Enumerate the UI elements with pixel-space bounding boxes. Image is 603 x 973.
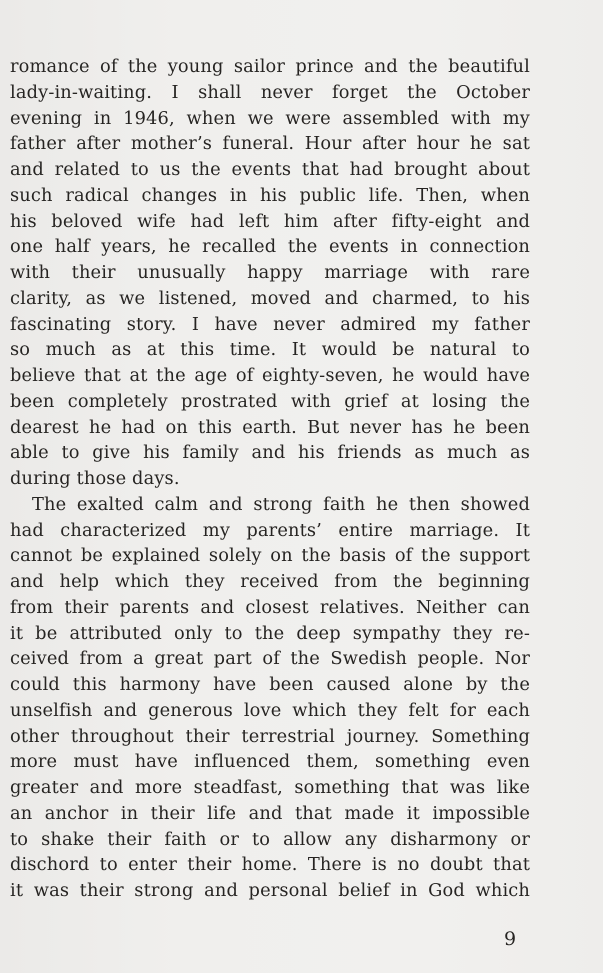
text-line: evening in 1946, when we were assembled with my bbox=[10, 107, 530, 129]
text-line: dischord to enter their home. There is no doubt that bbox=[10, 854, 530, 876]
text-line: could this harmony have been caused alone by the bbox=[10, 674, 530, 695]
text-line: had characterized my parents’ entire marriage. It bbox=[10, 519, 530, 541]
text-line: lady-in-waiting. I shall never forget the October bbox=[10, 81, 530, 103]
text-line: dearest he had on this earth. But never has he been bbox=[10, 416, 530, 438]
text-line: father after mother’s funeral. Hour after hour he sat bbox=[10, 133, 530, 155]
text-line: been completely prostrated with grief at losing the bbox=[10, 390, 530, 412]
text-line: and help which they received from the beginning bbox=[10, 571, 530, 592]
text-line: an anchor in their life and that made it impossible bbox=[10, 802, 530, 824]
text-line: his beloved wife had left him after fifty-eight and bbox=[10, 210, 530, 232]
text-line: able to give his family and his friends as much as bbox=[10, 442, 530, 464]
text-line-paragraph-end: during those days. bbox=[10, 468, 180, 489]
text-line: it be attributed only to the deep sympathy they re- bbox=[10, 622, 530, 644]
text-line: such radical changes in his public life. Then, when bbox=[10, 184, 530, 206]
text-line: to shake their faith or to allow any disharmony or bbox=[10, 828, 530, 850]
text-line: from their parents and closest relatives. Neither can bbox=[10, 596, 530, 618]
body-text bbox=[10, 54, 530, 904]
text-line: cannot be explained solely on the basis of the support bbox=[10, 545, 530, 567]
text-line: clarity, as we listened, moved and charmed, to his bbox=[10, 287, 530, 309]
text-line: other throughout their terrestrial journey. Something bbox=[10, 725, 530, 747]
text-line: fascinating story. I have never admired my father bbox=[10, 313, 530, 335]
text-line: it was their strong and personal belief in God which bbox=[10, 880, 530, 901]
text-line-paragraph-start: The exalted calm and strong faith he then showed bbox=[32, 493, 530, 515]
text-line: unselfish and generous love which they felt for each bbox=[10, 699, 530, 721]
text-line: more must have influenced them, something even bbox=[10, 751, 530, 773]
text-line: with their unusually happy marriage with rare bbox=[10, 262, 530, 283]
text-line: and related to us the events that had brought about bbox=[10, 159, 530, 180]
text-line: greater and more steadfast, something that was like bbox=[10, 777, 530, 798]
text-line: believe that at the age of eighty-seven, he would have bbox=[10, 365, 530, 386]
text-line: one half years, he recalled the events in connection bbox=[10, 236, 530, 258]
page-number: 9 bbox=[504, 928, 517, 950]
text-line: so much as at this time. It would be natural to bbox=[10, 339, 530, 361]
text-line: romance of the young sailor prince and the beautiful bbox=[10, 56, 530, 77]
text-line: ceived from a great part of the Swedish people. Nor bbox=[10, 648, 530, 670]
